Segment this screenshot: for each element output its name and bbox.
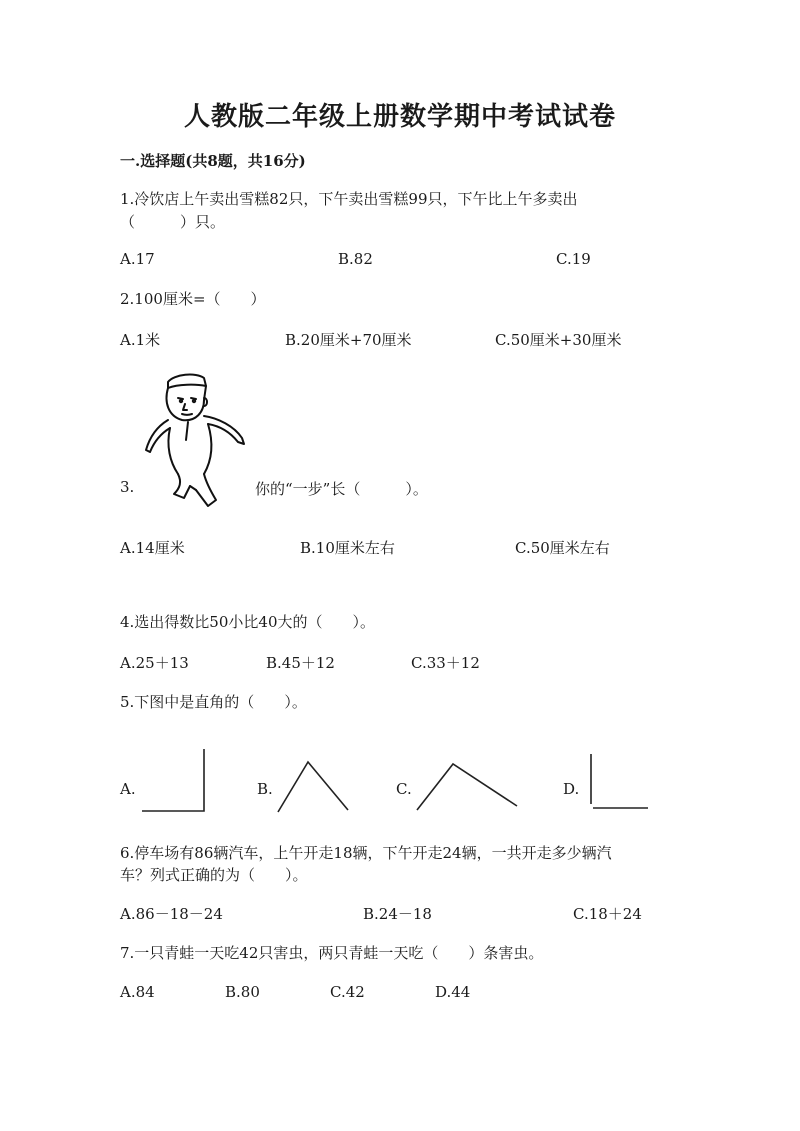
angle-c-figure bbox=[415, 762, 521, 812]
question-5: 5.下图中是直角的（ ）。 bbox=[120, 693, 307, 711]
q2-option-c[interactable]: C.50厘米+30厘米 bbox=[495, 331, 622, 349]
q4-option-c[interactable]: C.33＋12 bbox=[411, 654, 480, 672]
question-1-line-1: 1.冷饮店上午卖出雪糕82只，下午卖出雪糕99只，下午比上午多卖出 bbox=[120, 190, 578, 208]
q7-option-c[interactable]: C.42 bbox=[330, 983, 365, 1001]
section-heading: 一.选择题(共8题，共16分) bbox=[120, 152, 306, 170]
walking-boy-figure bbox=[138, 370, 250, 512]
angle-b-figure bbox=[276, 760, 352, 814]
question-7: 7.一只青蛙一天吃42只害虫，两只青蛙一天吃（ ）条害虫。 bbox=[120, 944, 544, 962]
question-6-line-1: 6.停车场有86辆汽车，上午开走18辆，下午开走24辆，一共开走多少辆汽 bbox=[120, 844, 612, 862]
angle-a-figure bbox=[140, 745, 210, 815]
q1-option-a[interactable]: A.17 bbox=[120, 250, 155, 268]
question-3: 你的“一步”长（ ）。 bbox=[255, 480, 428, 498]
q5-option-b[interactable]: B. bbox=[257, 780, 273, 798]
q5-option-d[interactable]: D. bbox=[563, 780, 580, 798]
angle-d-figure bbox=[586, 752, 652, 812]
q3-option-c[interactable]: C.50厘米左右 bbox=[515, 539, 610, 557]
q1-option-c[interactable]: C.19 bbox=[556, 250, 591, 268]
question-6-line-2: 车？列式正确的为（ ）。 bbox=[120, 866, 308, 884]
q2-option-a[interactable]: A.1米 bbox=[120, 331, 161, 349]
q1-option-b[interactable]: B.82 bbox=[338, 250, 373, 268]
q2-option-b[interactable]: B.20厘米+70厘米 bbox=[285, 331, 412, 349]
page-title: 人教版二年级上册数学期中考试试卷 bbox=[183, 102, 616, 132]
q4-option-b[interactable]: B.45＋12 bbox=[266, 654, 335, 672]
q7-option-a[interactable]: A.84 bbox=[120, 983, 155, 1001]
q3-option-a[interactable]: A.14厘米 bbox=[120, 539, 185, 557]
q5-option-c[interactable]: C. bbox=[396, 780, 412, 798]
question-2: 2.100厘米=（ ） bbox=[120, 290, 266, 308]
q6-option-a[interactable]: A.86－18－24 bbox=[120, 905, 223, 923]
q5-option-a[interactable]: A. bbox=[120, 780, 136, 798]
q3-option-b[interactable]: B.10厘米左右 bbox=[300, 539, 395, 557]
q6-option-b[interactable]: B.24－18 bbox=[363, 905, 432, 923]
q6-option-c[interactable]: C.18＋24 bbox=[573, 905, 642, 923]
question-4: 4.选出得数比50小比40大的（ ）。 bbox=[120, 613, 375, 631]
q7-option-b[interactable]: B.80 bbox=[225, 983, 260, 1001]
question-3-number: 3. bbox=[120, 478, 135, 496]
question-1-line-2: （ ）只。 bbox=[120, 213, 226, 231]
q4-option-a[interactable]: A.25＋13 bbox=[120, 654, 189, 672]
q7-option-d[interactable]: D.44 bbox=[435, 983, 471, 1001]
